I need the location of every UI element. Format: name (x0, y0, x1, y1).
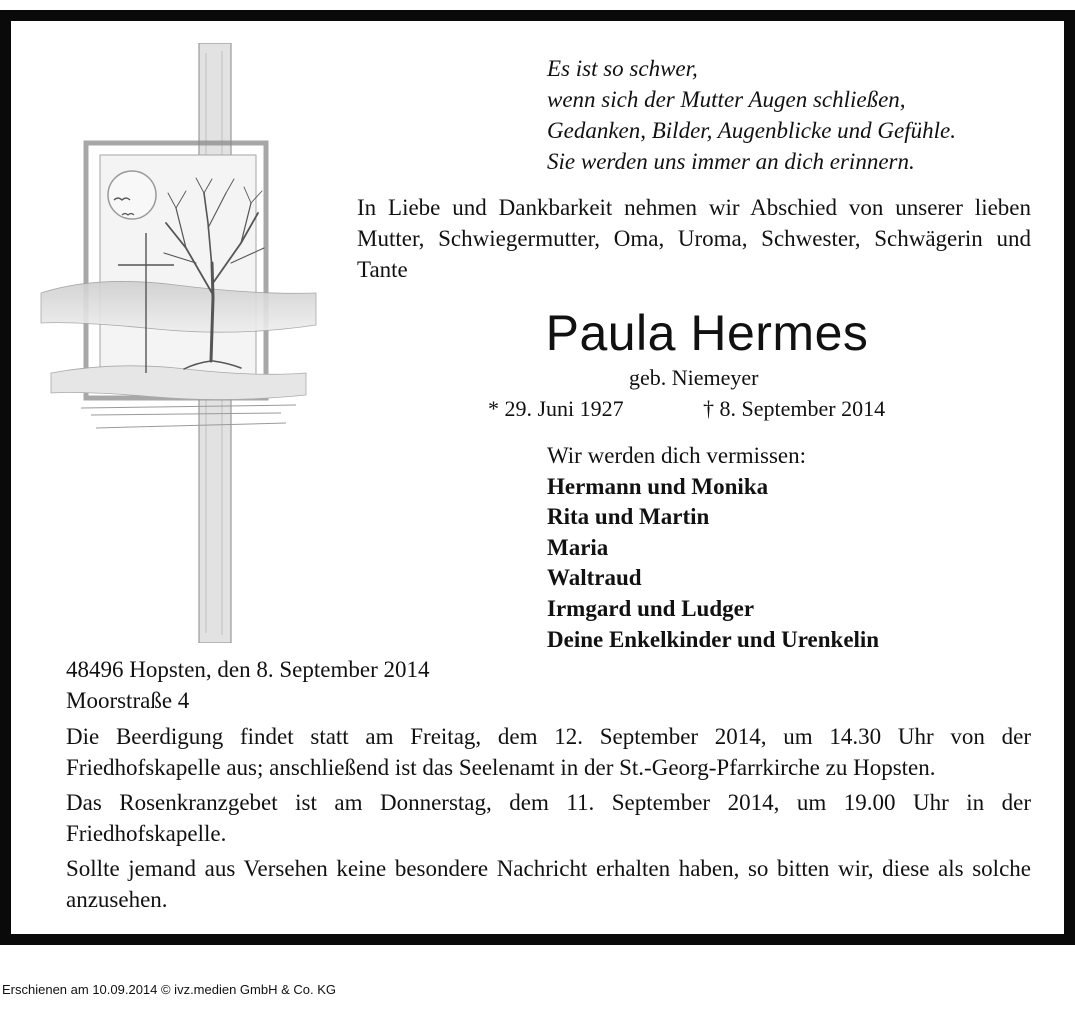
publication-footer: Erschienen am 10.09.2014 © ivz.medien GmbH & Co. KG (2, 982, 337, 997)
funeral-notice: Die Beerdigung findet statt am Freitag, dem 12. September 2014, um 14.30 Uhr von der Friedhofskapelle aus; anschließend ist das Seelenamt in der St.-Georg-Pfarrkirche zu Hopsten. (66, 724, 1031, 780)
rosary-notice: Das Rosenkranzgebet ist am Donnerstag, dem 11. September 2014, um 19.00 Uhr in der Friedhofskapelle. (66, 790, 1031, 846)
deceased-name: Paula Hermes (545, 305, 869, 361)
funeral-notices (66, 721, 1031, 919)
mourners-list (547, 441, 879, 655)
obituary-frame (0, 10, 1075, 945)
cross-tree-illustration (36, 43, 321, 643)
maiden-name: geb. Niemeyer (629, 365, 759, 390)
birth-date: * 29. Juni 1927 (488, 396, 624, 421)
intro-text: In Liebe und Dankbarkeit nehmen wir Abschied von unserer lieben Mutter, Schwiegermutter, Oma, Uroma, Schwester, Schwägerin und Tante (357, 195, 1031, 282)
mourners-heading: Wir werden dich vermissen: (547, 443, 807, 468)
poem-line: Gedanken, Bilder, Augenblicke und Gefühle. (547, 118, 956, 143)
poem-line: Es ist so schwer, (547, 56, 698, 81)
place-date: 48496 Hopsten, den 8. September 2014 (66, 657, 430, 682)
mourner-name: Rita und Martin (547, 504, 710, 530)
poem-line: wenn sich der Mutter Augen schließen, (547, 87, 906, 112)
closing-notice: Sollte jemand aus Versehen keine besondere Nachricht erhalten haben, so bitten wir, diese als solche anzusehen. (66, 856, 1031, 912)
death-date: † 8. September 2014 (703, 396, 886, 421)
street-address: Moorstraße 4 (66, 688, 190, 713)
mourner-name: Irmgard und Ludger (547, 595, 755, 621)
mourner-name: Waltraud (547, 565, 642, 591)
poem-line: Sie werden uns immer an dich erinnern. (547, 149, 915, 174)
mourner-name: Hermann und Monika (547, 473, 769, 499)
mourner-name: Deine Enkelkinder und Urenkelin (547, 626, 880, 652)
mourner-name: Maria (547, 534, 609, 560)
poem (547, 53, 956, 177)
place-address (66, 654, 429, 716)
